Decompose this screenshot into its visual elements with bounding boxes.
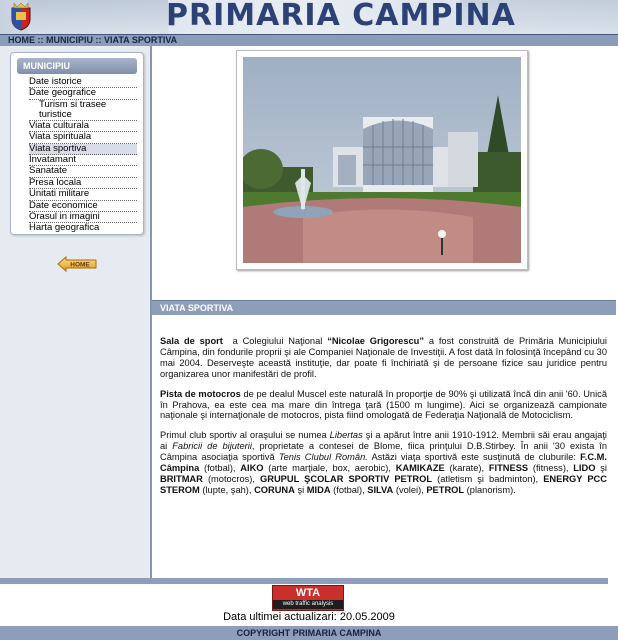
wta-badge-subtitle: web traffic analysis bbox=[273, 600, 343, 609]
sidebar-item-date-istorice[interactable]: Date istorice bbox=[29, 77, 137, 88]
sidebar-item-sanatate[interactable]: Sanatate bbox=[29, 166, 137, 177]
article-body bbox=[160, 336, 607, 505]
city-crest-icon[interactable] bbox=[10, 3, 32, 31]
site-title: PRIMARIA CAMPINA bbox=[166, 0, 516, 33]
factory-name: Fabricii de bijuterii bbox=[172, 441, 252, 452]
text: şi bbox=[297, 484, 305, 495]
text: (lupte, şah), bbox=[202, 484, 252, 495]
text: (fotbal), bbox=[333, 484, 365, 495]
club-name: F.C.M. Câmpina bbox=[160, 452, 607, 474]
text: şi a apărut între anii 1910-1912. Membrii săi erau angajaţi ai bbox=[160, 430, 607, 452]
text: Primul club sportiv al oraşului se numea bbox=[160, 430, 327, 441]
paragraph-motocross bbox=[160, 389, 607, 422]
sidebar-item-harta-geografica[interactable]: Harta geografica bbox=[29, 222, 100, 234]
club-name: FITNESS bbox=[488, 463, 529, 474]
breadcrumb bbox=[0, 34, 618, 46]
paragraph-sports-hall bbox=[160, 336, 607, 380]
text: Astăzi viaţa sportivă este susţinută de cluburile: bbox=[371, 452, 576, 463]
club-name: ENERGY PCC STEROM bbox=[160, 473, 607, 495]
club-name: Libertas bbox=[329, 430, 363, 441]
club-name: KAMIKAZE bbox=[395, 463, 445, 474]
text: (atletism şi badminton), bbox=[437, 473, 539, 484]
section-title: VIATA SPORTIVA bbox=[152, 300, 616, 315]
club-name: MIDA bbox=[306, 484, 331, 495]
text: (volei), bbox=[395, 484, 424, 495]
text: a fost construită de Primăria Municipiului Câmpina, din fondurile proprii şi ale Companiei Naţionale de Investiţii. A fost dată în folosinţă începând cu 30 mai 2004. Deserveşte această instituţie, dar poate fi închiriată şi de persoane fizice sau juridice pentru organizarea unor manifestări de profil. bbox=[160, 336, 607, 379]
club-name: LIDO bbox=[573, 463, 596, 474]
last-updated-text: Data ultimei actualizari: 20.05.2009 bbox=[223, 611, 395, 623]
sidebar-item-viata-culturala[interactable]: Viata culturala bbox=[29, 121, 137, 132]
home-button-label: HOME bbox=[70, 261, 90, 269]
site-header bbox=[0, 0, 618, 34]
text: , proprietate a contesei de Blome, fiica prinţului D.B.Stirbey. În anii '30 exista în Câmpina asociaţia sportivă bbox=[160, 441, 607, 463]
sidebar-item-viata-sportiva[interactable]: Viata sportiva bbox=[29, 144, 137, 155]
main-content bbox=[152, 46, 618, 578]
home-button[interactable] bbox=[57, 256, 97, 272]
municipiu-menu bbox=[10, 52, 144, 235]
sidebar-item-invatamant[interactable]: Invatamant bbox=[29, 155, 137, 166]
club-name: GRUPUL ŞCOLAR SPORTIV PETROL bbox=[260, 473, 433, 484]
wta-badge[interactable] bbox=[272, 585, 344, 611]
sidebar-item-unitati-militare[interactable]: Unitati militare bbox=[29, 189, 137, 200]
text: (motocros), bbox=[207, 473, 255, 484]
header-background-image bbox=[28, 0, 168, 34]
text: (karate), bbox=[449, 463, 485, 474]
sidebar-item-presa-locala[interactable]: Presa locala bbox=[29, 178, 137, 189]
breadcrumb-text[interactable]: HOME :: MUNICIPIU :: VIATA SPORTIVA bbox=[8, 35, 178, 45]
sidebar-item-viata-spirituala[interactable]: Viata spirituala bbox=[29, 132, 137, 143]
text: şi bbox=[600, 463, 607, 474]
copyright-bar: COPYRIGHT PRIMARIA CAMPINA bbox=[0, 626, 618, 640]
club-name: PETROL bbox=[426, 484, 465, 495]
college-name: “Nicolae Grigorescu” bbox=[327, 336, 424, 346]
text: (fitness), bbox=[532, 463, 569, 474]
text: (arte marţiale, box, aerobic), bbox=[268, 463, 391, 474]
club-name: AIKO bbox=[240, 463, 264, 474]
left-sidebar bbox=[0, 46, 152, 578]
club-name: Tenis Clubul Român. bbox=[278, 452, 368, 463]
sidebar-item-turism[interactable] bbox=[29, 100, 137, 121]
text: a Colegiului Naţional bbox=[232, 336, 323, 346]
club-name: CORUNA bbox=[254, 484, 295, 495]
wta-badge-title: WTA bbox=[295, 587, 321, 599]
sidebar-item-orasul-in-imagini[interactable]: Orasul in imagini bbox=[29, 212, 137, 223]
sidebar-item-date-geografice[interactable]: Date geografice bbox=[29, 88, 137, 99]
text: (planorism). bbox=[466, 484, 516, 495]
paragraph-clubs bbox=[160, 430, 607, 495]
site-footer bbox=[0, 584, 618, 640]
sports-hall-image bbox=[243, 57, 521, 263]
sports-hall-photo bbox=[236, 50, 528, 270]
sports-hall-title: Sala de sport bbox=[160, 336, 223, 346]
text: (fotbal), bbox=[204, 463, 236, 474]
club-name: SILVA bbox=[367, 484, 394, 495]
club-name: BRITMAR bbox=[160, 473, 203, 484]
text: de pe dealul Muscel este naturală în proporţie de 90% şi utilizată încă din anii '60. Unică în Prahova, ea este cea ma mare din întrega ţară (1500 m lungime). Aici se organizează campionate naţionale şi internaţionale de motocros, pista fiind omologată de Federaţia Naţională de Motociclism. bbox=[160, 388, 607, 421]
menu-heading: MUNICIPIU bbox=[17, 58, 137, 74]
sidebar-item-turism-label: Turism si trasee turistice bbox=[39, 98, 107, 120]
sidebar-item-date-economice[interactable]: Date economice bbox=[29, 201, 137, 212]
motocross-title: Pista de motocros bbox=[160, 388, 241, 399]
